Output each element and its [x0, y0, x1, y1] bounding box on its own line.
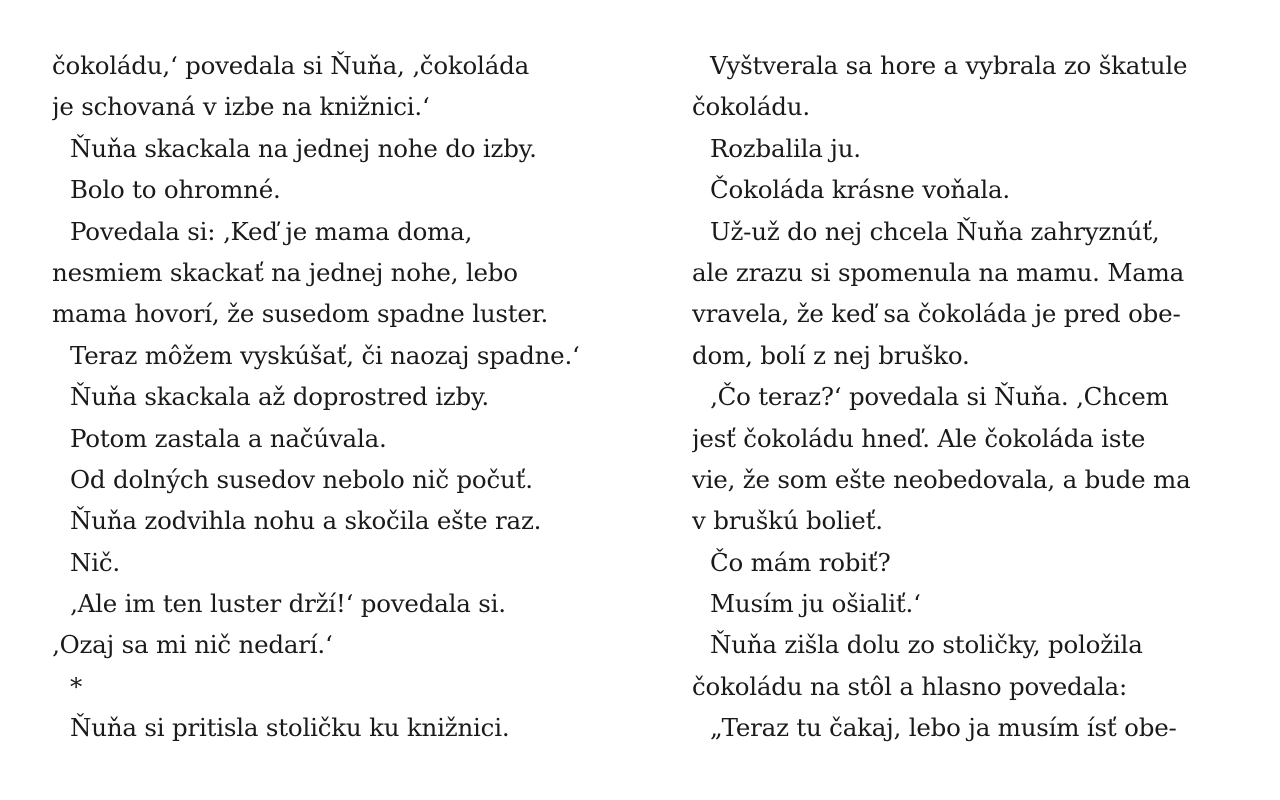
text-line: nesmiem skackať na jednej nohe, lebo [52, 257, 518, 287]
text-line: vie, že som ešte neobedovala, a bude ma [692, 464, 1191, 494]
text-line: vravela, že keď sa čokoláda je pred obe- [692, 299, 1181, 329]
text-line: dom, bolí z nej bruško. [692, 340, 970, 370]
text-line: Ňuňa zišla dolu zo stoličky, položila [710, 630, 1143, 660]
text-line: Vyštverala sa hore a vybrala zo škatule [710, 51, 1188, 80]
text-line: ‚Čo teraz?‘ povedala si Ňuňa. ‚Chcem [710, 382, 1169, 412]
text-line: jesť čokoládu hneď. Ale čokoláda iste [692, 423, 1146, 453]
text-line: čokoládu. [692, 92, 810, 122]
text-line: Rozbalila ju. [710, 133, 861, 163]
text-line: Ňuňa skackala až doprostred izby. [70, 382, 490, 412]
text-line: Čo mám robiť? [710, 547, 891, 577]
text-line: mama hovorí, že susedom spadne luster. [52, 299, 549, 329]
text-line: ‚Ale im ten luster drží!‘ povedala si. [70, 589, 506, 619]
right-page [692, 0, 1280, 800]
left-page [52, 0, 652, 800]
text-line: Bolo to ohromné. [70, 175, 281, 205]
text-line: Teraz môžem vyskúšať, či naozaj spadne.‘ [70, 340, 580, 370]
text-line: Potom zastala a načúvala. [70, 423, 387, 453]
text-line: Ňuňa si pritisla stoličku ku knižnici. [70, 713, 510, 743]
text-line: Povedala si: ‚Keď je mama doma, [70, 216, 473, 246]
text-line: Ňuňa skackala na jednej nohe do izby. [70, 133, 537, 163]
section-break: * [70, 671, 83, 701]
text-line: „Teraz tu čakaj, lebo ja musím ísť obe- [710, 713, 1177, 743]
text-line: ‚Ozaj sa mi nič nedarí.‘ [52, 630, 333, 660]
text-line: Už-už do nej chcela Ňuňa zahryznúť, [710, 216, 1160, 246]
text-line: Musím ju ošialiť.‘ [710, 589, 921, 619]
text-line: je schovaná v izbe na knižnici.‘ [52, 92, 430, 122]
text-line: Nič. [70, 547, 120, 577]
text-line: čokoládu,‘ povedala si Ňuňa, ‚čokoláda [52, 51, 529, 80]
text-line: Čokoláda krásne voňala. [710, 175, 1011, 205]
text-line: Ňuňa zodvihla nohu a skočila ešte raz. [70, 506, 542, 536]
text-line: ale zrazu si spomenula na mamu. Mama [692, 257, 1185, 287]
text-line: v bruškú bolieť. [692, 506, 883, 536]
text-line: Od dolných susedov nebolo nič počuť. [70, 464, 533, 494]
text-line: čokoládu na stôl a hlasno povedala: [692, 671, 1127, 701]
right-page-text [692, 45, 1280, 749]
left-page-text [52, 45, 652, 749]
